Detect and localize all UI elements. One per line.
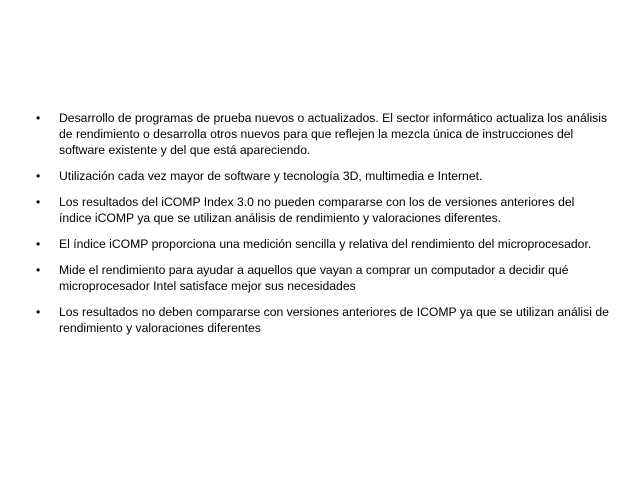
bullet-item: [36, 110, 610, 158]
bullet-text: El índice iCOMP proporciona una medición sencilla y relativa del rendimiento del microprocesador.: [59, 237, 592, 251]
bullet-item: [36, 194, 610, 226]
bullet-item: [36, 262, 610, 294]
bullet-text: Los resultados del iCOMP Index 3.0 no pueden compararse con los de versiones anteriores del índice iCOMP ya que se utilizan análisis de rendimiento y valoraciones diferentes.: [59, 195, 575, 225]
bullet-dot-icon: •: [36, 195, 41, 209]
bullet-dot-icon: •: [36, 169, 41, 183]
bullet-text: Los resultados no deben compararse con versiones anteriores de ICOMP ya que se utilizan análisi de rendimiento y valoraciones diferentes: [59, 305, 609, 335]
bullet-dot-icon: •: [36, 263, 41, 277]
bullet-text: Mide el rendimiento para ayudar a aquellos que vayan a comprar un computador a decidir qué microprocesador Intel satisface mejor sus necesidades: [59, 263, 569, 293]
bullet-list: [36, 110, 610, 346]
bullet-dot-icon: •: [36, 305, 41, 319]
bullet-item: [36, 304, 610, 336]
bullet-text: Utilización cada vez mayor de software y tecnología 3D, multimedia e Internet.: [59, 169, 483, 183]
bullet-item: [36, 168, 610, 184]
bullet-item: [36, 236, 610, 252]
bullet-dot-icon: •: [36, 237, 41, 251]
bullet-text: Desarrollo de programas de prueba nuevos o actualizados. El sector informático actualiza los análisis de rendimiento o desarrolla otros nuevos para que reflejen la mezcla única de instrucciones del software existente y del que está apareciendo.: [59, 111, 608, 157]
bullet-dot-icon: •: [36, 111, 41, 125]
